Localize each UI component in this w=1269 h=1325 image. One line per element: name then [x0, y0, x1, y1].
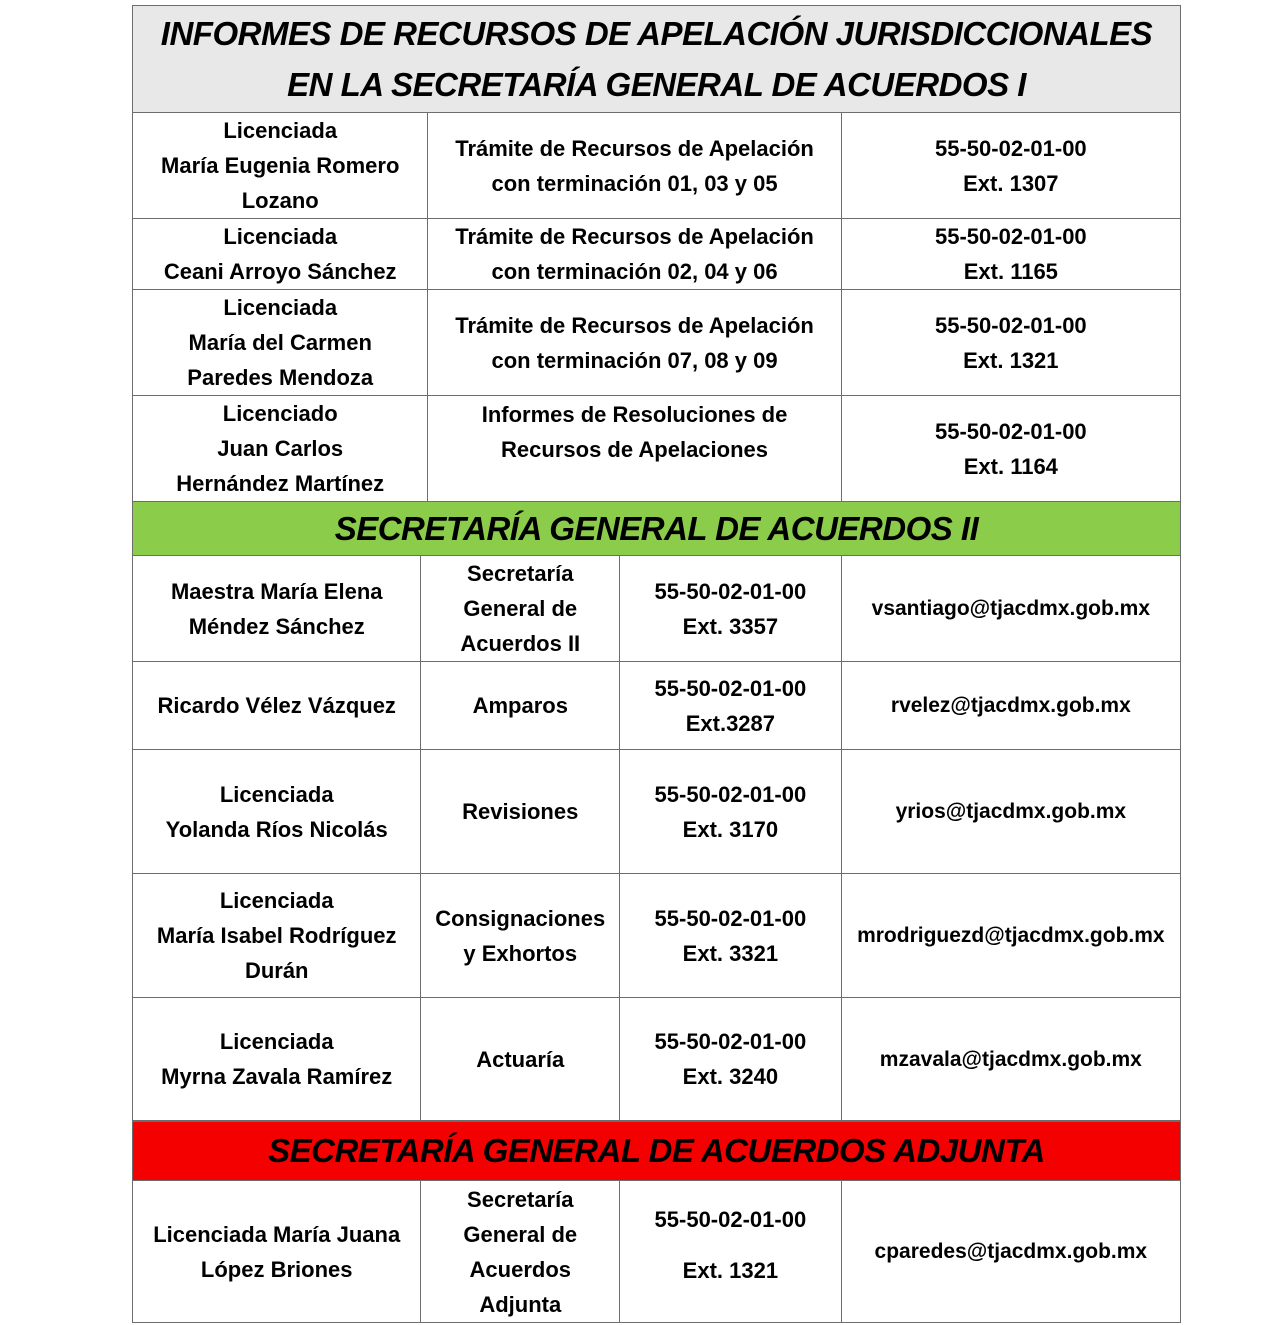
name-cell: [133, 998, 421, 1120]
table-row: [132, 998, 1181, 1121]
name-line: Licenciada: [223, 295, 338, 320]
name-line: Méndez Sánchez: [188, 613, 365, 639]
area-line: Consignaciones: [435, 905, 606, 931]
phone-cell: [842, 219, 1180, 289]
name-line: Paredes Mendoza: [187, 365, 374, 390]
name-line: Maestra María Elena: [170, 578, 383, 604]
phone-extension: Ext. 1307: [963, 170, 1059, 196]
phone-number: 55-50-02-01-00: [935, 135, 1087, 161]
email-cell: [842, 998, 1180, 1120]
name-cell: [133, 750, 421, 873]
email-address[interactable]: mrodriguezd@tjacdmx.gob.mx: [857, 924, 1165, 947]
area-cell: [421, 556, 620, 661]
phone-cell: [620, 750, 842, 873]
phone-extension: Ext. 1321: [963, 347, 1059, 373]
name-cell: [133, 290, 428, 395]
name-cell: [133, 874, 421, 997]
table-row: [132, 750, 1181, 874]
phone-cell: [620, 556, 842, 661]
area-cell: [421, 1181, 620, 1322]
task-cell: [428, 219, 841, 289]
name-line: Ceani Arroyo Sánchez: [163, 259, 397, 284]
area-line: Revisiones: [462, 799, 579, 824]
email-address[interactable]: yrios@tjacdmx.gob.mx: [895, 800, 1127, 823]
phone-number: 55-50-02-01-00: [935, 418, 1087, 444]
phone-extension: Ext. 1164: [963, 453, 1058, 479]
email-cell: [842, 556, 1180, 661]
name-cell: [133, 556, 421, 661]
phone-number: 55-50-02-01-00: [654, 1206, 807, 1232]
email-address[interactable]: mzavala@tjacdmx.gob.mx: [879, 1047, 1142, 1071]
table-row: [132, 113, 1181, 219]
section2-title: SECRETARÍA GENERAL DE ACUERDOS II: [334, 509, 979, 547]
table-row: [132, 396, 1181, 502]
task-line: Recursos de Apelaciones: [501, 437, 769, 462]
area-line: General de: [463, 1221, 578, 1247]
phone-cell: [842, 396, 1180, 501]
task-cell: [428, 113, 841, 218]
area-line: Acuerdos: [469, 1256, 571, 1282]
email-address[interactable]: rvelez@tjacdmx.gob.mx: [890, 694, 1131, 717]
phone-cell: [842, 113, 1180, 218]
area-cell: [421, 662, 620, 749]
section1-title-line2: EN LA SECRETARÍA GENERAL DE ACUERDOS I: [287, 66, 1026, 103]
name-line: Licenciada: [219, 781, 334, 807]
area-line: y Exhortos: [463, 940, 578, 966]
name-line: María Isabel Rodríguez: [156, 923, 397, 948]
name-line: María del Carmen: [188, 330, 372, 355]
section3-header: [132, 1121, 1181, 1181]
area-line: Adjunta: [479, 1291, 562, 1317]
phone-cell: [620, 1181, 842, 1322]
phone-number: 55-50-02-01-00: [935, 312, 1087, 338]
task-line: Trámite de Recursos de Apelación: [455, 135, 814, 161]
phone-cell: [842, 290, 1180, 395]
table-row: [132, 556, 1181, 662]
name-line: Yolanda Ríos Nicolás: [165, 816, 388, 842]
name-line: Licenciada María Juana: [153, 1221, 401, 1247]
email-cell: [842, 662, 1180, 749]
name-line: Hernández Martínez: [176, 471, 385, 496]
name-line: Licenciada: [219, 1029, 334, 1054]
email-address[interactable]: cparedes@tjacdmx.gob.mx: [874, 1240, 1148, 1263]
task-cell: [428, 290, 841, 395]
phone-number: 55-50-02-01-00: [654, 1029, 807, 1054]
phone-number: 55-50-02-01-00: [935, 224, 1087, 249]
task-line: Trámite de Recursos de Apelación: [455, 224, 814, 249]
phone-number: 55-50-02-01-00: [654, 781, 807, 807]
email-cell: [842, 874, 1180, 997]
name-line: María Eugenia Romero: [161, 153, 400, 178]
name-line: Durán: [244, 958, 309, 983]
task-cell: [428, 396, 841, 501]
phone-cell: [620, 998, 842, 1120]
area-cell: [421, 750, 620, 873]
task-line: con terminación 02, 04 y 06: [491, 259, 778, 284]
table-row: [132, 874, 1181, 998]
phone-extension: Ext. 3357: [682, 613, 779, 639]
area-line: General de: [463, 596, 578, 621]
table-row: [132, 662, 1181, 750]
name-cell: [133, 1181, 421, 1322]
area-line: Amparos: [472, 693, 568, 718]
phone-extension: Ext. 3321: [682, 940, 779, 966]
table-row: [132, 290, 1181, 396]
name-line: Ricardo Vélez Vázquez: [157, 693, 396, 718]
section1-title-line1: INFORMES DE RECURSOS DE APELACIÓN JURISDICCIONALES: [160, 15, 1153, 52]
phone-cell: [620, 662, 842, 749]
phone-extension: Ext. 3240: [682, 1064, 779, 1089]
name-line: Myrna Zavala Ramírez: [161, 1064, 393, 1089]
table-row: [132, 1181, 1181, 1323]
phone-extension: Ext. 1321: [682, 1257, 779, 1283]
email-cell: [842, 750, 1180, 873]
email-cell: [842, 1181, 1180, 1322]
task-line: Trámite de Recursos de Apelación: [455, 312, 814, 338]
phone-number: 55-50-02-01-00: [654, 905, 807, 931]
phone-number: 55-50-02-01-00: [654, 578, 807, 604]
phone-extension: Ext. 3170: [682, 816, 779, 842]
area-line: Secretaría: [467, 561, 574, 586]
task-line: con terminación 01, 03 y 05: [491, 170, 778, 196]
name-cell: [133, 219, 428, 289]
task-line: con terminación 07, 08 y 09: [491, 347, 778, 373]
area-line: Actuaría: [476, 1046, 565, 1072]
name-line: Licenciada: [223, 118, 338, 143]
area-cell: [421, 874, 620, 997]
phone-extension: Ext. 1165: [963, 259, 1058, 284]
name-line: Juan Carlos: [217, 436, 344, 461]
name-line: López Briones: [200, 1256, 353, 1282]
name-cell: [133, 396, 428, 501]
task-line: Informes de Resoluciones de: [481, 402, 788, 427]
phone-cell: [620, 874, 842, 997]
section1-header: [132, 5, 1181, 113]
section2-header: [132, 501, 1181, 556]
area-line: Secretaría: [467, 1186, 574, 1212]
name-line: Licenciada: [223, 224, 338, 249]
name-cell: [133, 662, 421, 749]
area-cell: [421, 998, 620, 1120]
name-line: Lozano: [241, 188, 319, 213]
area-line: Acuerdos II: [460, 631, 581, 656]
name-cell: [133, 113, 428, 218]
section3-title: SECRETARÍA GENERAL DE ACUERDOS ADJUNTA: [268, 1132, 1045, 1169]
table-row: [132, 219, 1181, 290]
name-line: Licenciado: [222, 401, 338, 426]
phone-number: 55-50-02-01-00: [654, 675, 807, 701]
phone-extension: Ext.3287: [685, 710, 776, 736]
email-address[interactable]: vsantiago@tjacdmx.gob.mx: [871, 597, 1151, 620]
name-line: Licenciada: [219, 888, 334, 913]
